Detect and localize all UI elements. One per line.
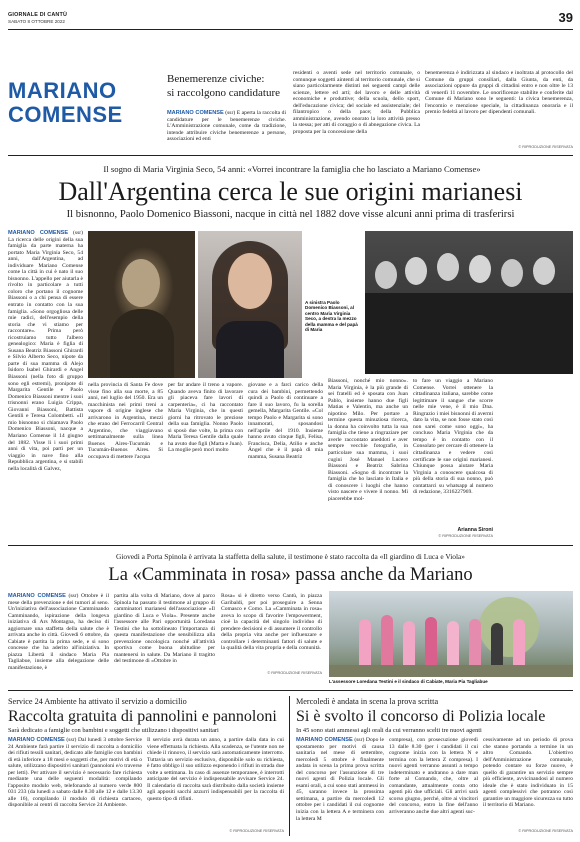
main-col5: Biassoni, nonché mio nonno». Maria Virginia, è la più grande di sei fratelli ed è sposata con Juan Pablo, insieme hanno due figli Matias e Valentin, ma anche un nipotino Milo. Per portare a termine questa minuziosa ricerca, la donna ha coinvolto tutta la sua famiglia che tiene a ringraziare per averle raccontato aneddoti e aver sempre vecchie fotografie, in particolare sua mamma, i suoi cugini José Manuel Lucero Biassoni e Beatriz Sabrina Biassoni. «Sogno di incontrare la famiglia che ho lasciato in Italia e di conoscere i luoghi che hanno visto nascere e vivere il nonno. Mi piacerebbe mol- [328,378,408,502]
polizia-kicker: Mercoledì è andata in scena la prova scritta [296,697,439,706]
polizia-col2: compresa), con prosecuzione giovedì 13 dalle 8.30 (per i candidati il cui cognome inizia con la lettera N e termina con la lettera Z compresa). I nuovi agenti verranno assunti a tempo indeterminato e andranno a dare man forte al Comando, che, oltre al comandante, attualmente conta otto agenti più due ufficiali. Gli arrivi sarà scorso giugno, perché, oltre ai vincitori del concorso, entro la fine dell'anno arriveranno anche due altri agenti suc- [389,737,478,816]
section-title-line1: MARIANO [8,78,117,103]
dateline: MARIANO COMENSE [296,737,353,743]
pannolini-kicker: Service 24 Ambiente ha attivato il servizio a domicilio [8,697,187,706]
top-article-col3: benemerenza è indirizzata al sindaco e inoltrata al protocollo del Comune da gruppi consiliari, dalla Giunta, da enti, da associazioni oppure da gruppi di cittadini entro e non oltre le 13 di venerdì 11 novembre. Le onorificenze stabilite e conferite dal Comune di Mariano sono le seguenti: la civica benemerenza, l'encomio e menzione speciale, la cittadinanza onoraria e il premio fedeltà al lavoro per dipendenti comunali. [425,70,573,116]
page-number: 39 [558,10,573,25]
polizia-col3: cessivamente ad un periodo di prova che stanno portando a termine in un altro Comando. L'obiettivo dell'Amministrazione comunale, potendo contare su forze nuove, è quello di garantire un servizio sempre più efficiente, avvicinandosi al numero ideale che è stato individuato in 15 agenti complessivi che potranno così garantire un maggiore sicurezza su tutto il territorio di Mariano. [483,737,573,809]
pannolini-col1: MARIANO COMENSE (ssr) Dal lunedì 3 ottobre Service 24 Ambiente farà partire il servizio di raccolta a domicilio dei rifiuti tessili sanitari, dedicato alle famiglie con bambini di età inferiore a 18 mesi e soggetti che, per motivi di età o salute, utilizzano dispositivi sanitari (pannoloni e/o traverse per letti). Per attivare il servizio è necessario fare richiesta mediante una delle seguenti modalità: compilando l'apposito modulo web, telefonando al numero verde 800 031 233 (da lunedì a sabato dalle 8.30 alle 12 e dalle 13.30 alle 16), compilando il modulo di richiesta cartaceo, disponibile ai centri di raccolta Service 24 Ambiente. [8,737,142,809]
dateline: MARIANO COMENSE [8,593,66,599]
camminata-credit: © RIPRODUZIONE RISERVATA [267,671,322,675]
main-photo-caption: A sinistra Paolo Domenico Biassoni, al centro Maria Virginia Seco, a destra la mezzo della mamma e del papà di Maria [305,300,358,333]
camminata-col2: partita alla volta di Mariano, dove al parco Spinola ha passato il testimone al gruppo di camminatori marianesi dell'associazione «Il giardino di Luca e Viola». Presente anche l'assessore alle Pari opportunità Loredana Testini che ha sottolineato l'importanza di questa manifestazione che sensibilizza alla prevenzione oncologica nonché all'attività sportiva come buona abitudine per mantenersi in salute. Da Mariano il tragitto del testimone di «Ottobre in [114,593,215,665]
main-col1: MARIANO COMENSE (ssr) La ricerca delle origini della sua famiglia da parte materna ha portato Maria Virginia Seco, 54 anni, dall'Argentina, ad individuare Mariano Comense come la città in cui è nato il suo bisnonno. L'appello per aiutarla è rivolto in particolare a tutti coloro che portano il cognome Biassoni o a chi pensa di essere entrato in contatto con la sua famiglia. «Sono orgogliosa delle mie radici, dell'esempio della storia che vi stiamo per raccontare». Prima però ricostruiamo tutto l'albero genealogico: Maria è figlia di Susana Beatriz Biassoni Ghirardi e Silvio Alberto Seco, nipote da parte di sua mamma di Alejo Isidoro Isabel Ghirardi e Angel Biassoni (nella foto di gruppo sono egli estremi), pronipote di Margarita Gentile e Paolo Domenico Biassoni mentre i suoi trisnonni erano Luigia Crippa, Giovanni Biassoni, Battista Gentili e Teresa Colombetti. «Il mio bisnonno si chiamava Paolo Domenico Biassoni, nacque a Mariano Comense il 14 giugno del 1882. Visse lì i suoi primi anni di vita, poi partì per un viaggio in nave fino alla Repubblica argentina, e si stabilì nella località di Galvez, [8,230,83,472]
issue-date: SABATO 8 OTTOBRE 2022 [8,19,65,24]
main-col3: per far andare il treno a vapore. Quando aveva finito di lavorare gli piaceva fare lavori di carpenteria», ci ha raccontato Maria Virginia, che in questi giorni ha ritrovato le preziose della sua famiglia. Nonno Paolo si sposò due volte, la prima con Maria Teresa Gentile dalla quale ha avuto due figli (Marta e Juan). La moglie però morì molto [168,382,243,454]
camminata-col3: Rosa» si è diretto verso Cantù, in piazza Garibaldi, per poi proseguire a Senna Comasco e Como. La «Camminata in rosa» aveva lo scopo di favorire l'empowerment, cioè la capacità del singolo individuo di prendere decisioni e di assumere il controllo della propria vita anche per influenzare e controllare i determinanti fattori di salute e la qualità della vita propria e della comunità. [221,593,322,652]
family-group-photo [365,231,573,374]
main-credit: © RIPRODUZIONE RISERVATA [438,534,493,538]
pannolini-headline: Raccolta gratuita di pannolini e pannoloni [8,708,277,725]
main-headline: Dall'Argentina cerca le sue origini marianesi [58,178,523,206]
dateline: MARIANO COMENSE [8,230,69,236]
pannolini-subhead: Sarà dedicato a famiglie con bambini e soggetti che utilizzano i dispositivi sanitari [8,727,219,734]
dateline: MARIANO COMENSE [8,737,65,743]
top-headline-1: Benemerenze civiche: [167,73,265,85]
divider-3 [8,690,573,691]
pannolini-credit: © RIPRODUZIONE RISERVATA [229,829,284,833]
column-divider-bottom [289,696,290,836]
photo-maria-virginia-seco [198,231,302,378]
top-article-col1: MARIANO COMENSE (ssr) È aperta la raccolta di candidature per le benemerenze civiche. L'Amministrazione comunale, come da tradizione, intende attribuire civiche benemerenze a persone, associazioni ed enti [167,110,286,143]
paper-name: GIORNALE DI CANTÙ [8,12,68,18]
top-article-credit: © RIPRODUZIONE RISERVATA [518,145,573,149]
polizia-subhead: In 45 sono stati ammessi agli orali da cui verranno scelti tre nuovi agenti [296,727,482,734]
top-headline-2: si raccolgono candidature [167,87,281,99]
main-col2: nella provincia di Santa Fe dove visse fino alla sua morte, a 85 anni, nel luglio del 1950. Era un macchinista nei primi treni a vapore di origine inglese che arrivarono in Argentina, mezzi che erano del Ferrocarril Central Argentino, che viaggiavano settimanalmente sulla linea Buenos Aires-Tucumán e Tucumán-Buenos Aires. Si occupava di mettere l'acqua [88,382,163,461]
polizia-col1: MARIANO COMENSE (ssr) Dopo le spostamento per motivi di causa sanitaria nel mese di settembre, mercoledì 5 ottobre è finalmente andata in scena la prima prova scritta del concorso per l'assunzione di tre nuovi agenti di Polizia locale. Gli esami orali, a cui sono stati ammessi in 45, saranno invece la prossima settimana, a partire da mercoledì 12 ottobre per i candidati il cui cognome inizia con la lettera A e terminera con la lettera M [296,737,384,822]
section-title-line2: COMENSE [8,102,123,127]
pannolini-col2: Il servizio avrà durata un anno, a partire dalla data in cui viene effettuata la richiesta. Alla scadenza, se l'utente non ne chiede il rinnovo, il servizio sarà automaticamente interrotto. Tuttavia un servizio esclusivo, disponibile solo su richiesta, è fatto obbligo il suo utilizzo esponendo i rifiuti in strada due volte a settimana. In caso di assenze temporanee, è interrotti anticipate del servizio è indispensabile avvisare Service 24. Il calendario di raccolta sarà distribuito dalla società insieme agli appositi sacchi azzurri indispensabili per la raccolta di questo tipo di rifiuti. [147,737,284,802]
camminata-headline: La «Camminata in rosa» passa anche da Mariano [108,565,473,585]
main-author: Arianna Sironi [457,527,493,533]
dateline: MARIANO COMENSE [167,110,224,116]
header-rule [8,29,573,30]
divider-2 [8,545,573,546]
camminata-col1: MARIANO COMENSE (ssr) Ottobre è il mese della prevenzione e dei tumori al seno. Un'iniziativa dell'associazione Camminando Camminando, ispirazione della longeva iniziativa di Ars Montagna, ha deciso di aggiornare una staffetta della salute che è arrivata anche in città. Giovedì 6 ottobre, da Cabiate è partita la prima sede, e si sono concesse che ha aderito all'iniziativa. In piazza Libertà il sindaco Maria Pia Tagliabue, insieme alla delegazione delle manifestazione, è [8,593,109,672]
top-article-col2: residenti o aventi sede nel territorio comunale, o comunque soggetti aintenti al territorio comunale, che si siano particolarmente distinti nei seguenti campi delle scienze, lettere ed arti; del lavoro e delle attività economiche e produttive; della scuola, dello sport, dell'educazione civica; del sociale ed assistenziale; del filantropico o della pace; della Pubblica amministrazione, avendo onorato la loro attività presso la stessa; per atti di coraggio o di abnegazione civica. La proposta per la concessione della [293,70,420,135]
main-col6: to fare un viaggio a Mariano Comense. Vorrei ottenere la cittadinanza italiana, sarebbe come legittimare il sangue che scorre nelle mie vene, è il mio Dna. Ringrazio i miei bisnonni di avermi dato la vita, se non fosse stato così non sarei come sono oggi», ha concluso Maria Virginia che da tempo è in contatto con il Consolato per cercare di ottenere la cittadinanza e vedere così certificate le sue origini marianesi. Chiunque possa aiutare Maria Virginia a conoscere qualcosa di più della storia di sua nonno, può contattarci su whatsapp al numero di redazione, 3316227969. [413,378,493,496]
camminata-kicker: Giovedì a Porta Spinola è arrivata la staffetta della salute, il testimone è stato raccolta da «Il giardino di Luca e Viola» [116,552,465,561]
camminata-group-photo [329,591,573,677]
main-kicker: Il sogno di Maria Virginia Seco, 54 anni: «Vorrei incontrare la famiglia che ho lasciato a Mariano Comense» [103,164,481,174]
polizia-headline: Si è svolto il concorso di Polizia locale [296,708,546,725]
portrait-photo-paolo-biassoni [88,231,195,378]
main-col4: giovane e a farci carico della cura dei bambini, permettendo quindi a Paolo di continuare a fare il suo lavoro, fu la sorella gemella, Margarita Gentile. «Col tempo Paolo e Margarita si sono innamorati, sposandosi nell'aprile del 1910. Insieme hanno avuto cinque figli, Felisa, Francisca, Delia, Atilio e anche Ángel che è il papà di mia mamma, Susana Beatriz [248,382,323,461]
divider-1 [8,155,573,156]
polizia-credit: © RIPRODUZIONE RISERVATA [518,829,573,833]
main-subhead: Il bisnonno, Paolo Domenico Biassoni, nacque in città nel 1882 dove visse alcuni anni prima di trasferirsi [66,209,515,220]
camminata-photo-caption: L'assessore Loredana Testini e il sindaco di Cabiate, Maria Pia Tagliabue [329,679,488,684]
